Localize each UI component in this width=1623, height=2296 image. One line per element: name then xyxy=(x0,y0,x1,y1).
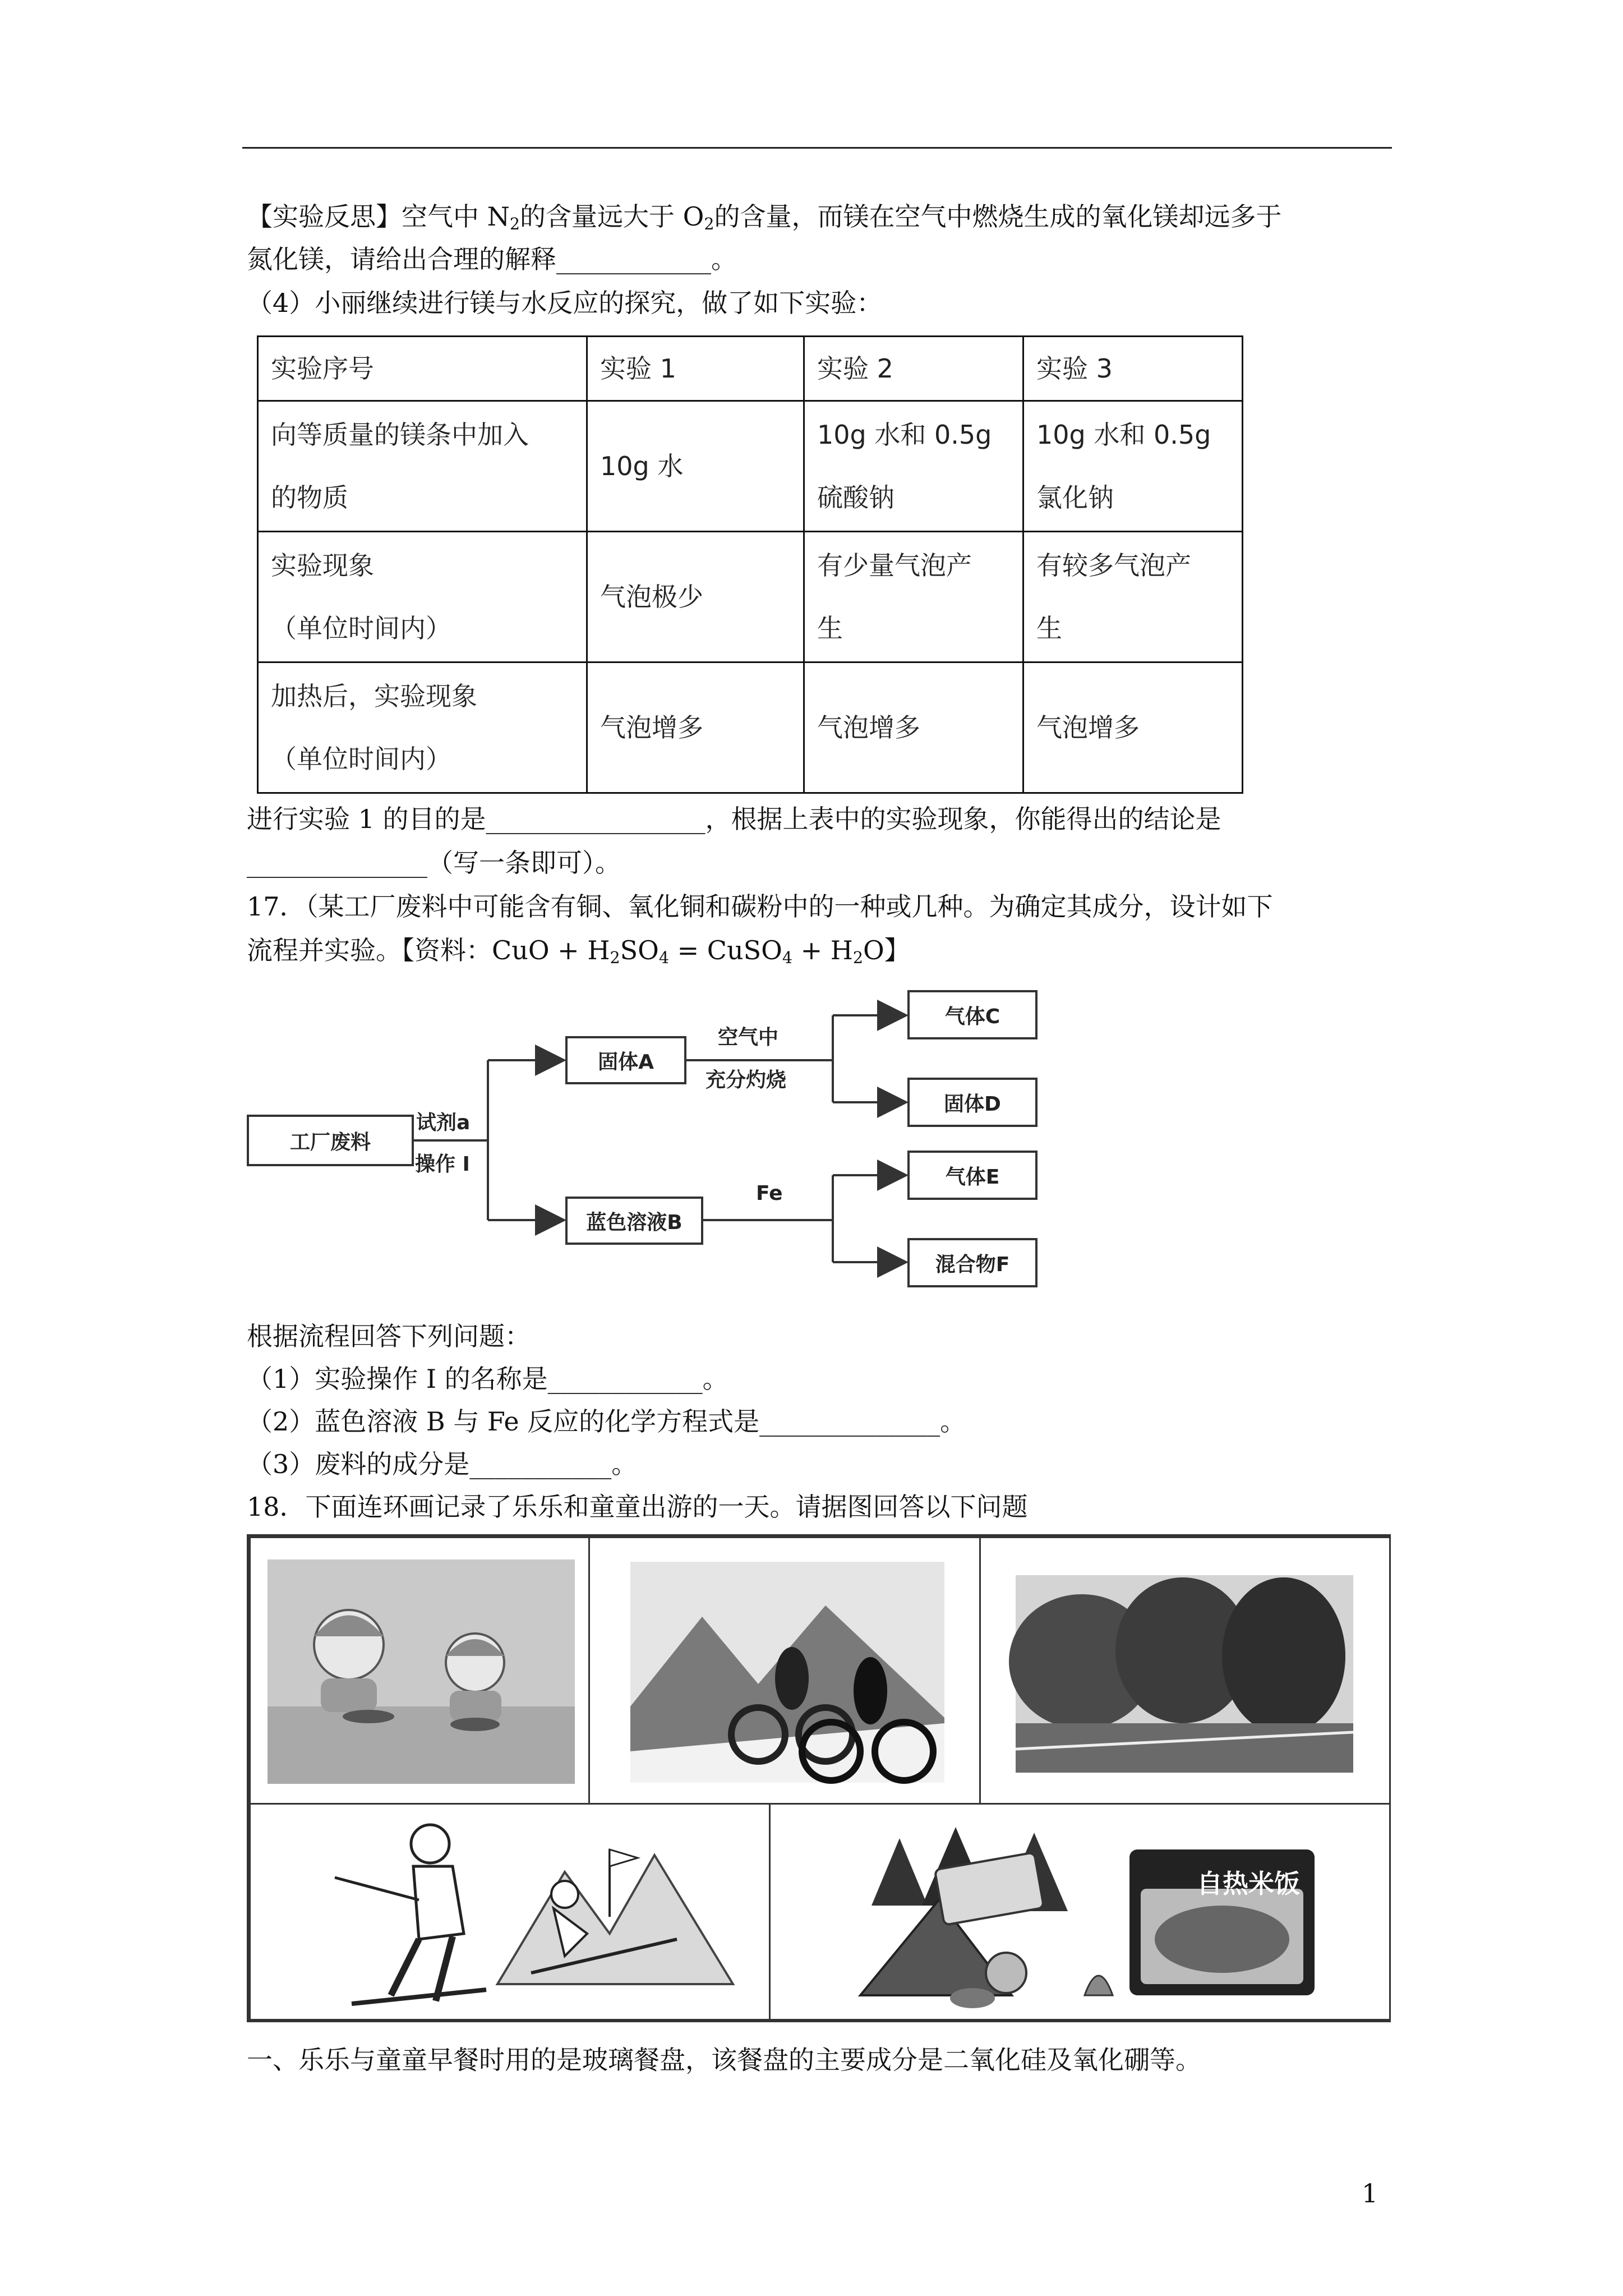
table-cell: 气泡增多 xyxy=(587,662,804,793)
rice-package-label: 自热米饭 xyxy=(1197,1869,1300,1899)
header-rule xyxy=(242,147,1392,149)
flow-label-burn: 充分灼烧 xyxy=(706,1069,787,1092)
table-row xyxy=(258,662,1243,793)
comic-panel-breakfast xyxy=(249,1536,590,1805)
comic-panel-cycling xyxy=(588,1536,981,1805)
table-cell: 实验现象 （单位时间内） xyxy=(258,532,587,662)
table-cell: 实验 2 xyxy=(804,337,1023,401)
comic-panel-trees xyxy=(979,1536,1391,1805)
q17-question-2: （2）蓝色溶液 B 与 Fe 反应的化学方程式是______________。 xyxy=(247,1406,966,1437)
flow-box-gas-c: 气体C xyxy=(907,990,1038,1039)
q17-questions-intro: 根据流程回答下列问题： xyxy=(247,1321,531,1351)
flow-box-gas-e: 气体E xyxy=(907,1151,1038,1200)
table-cell: 实验 1 xyxy=(587,337,804,401)
table-cell: 实验 3 xyxy=(1023,337,1243,401)
table-cell: 加热后，实验现象 （单位时间内） xyxy=(258,662,587,793)
after-table-line-2: ______________（写一条即可）。 xyxy=(247,848,621,878)
after-table-line-1: 进行实验 1 的目的是_________________，根据上表中的实验现象，你能得出的结论是 xyxy=(247,804,1221,834)
comic-panel-skiing xyxy=(249,1803,771,2021)
table-cell: 10g 水和 0.5g 氯化钠 xyxy=(1023,401,1243,532)
q17-question-3: （3）废料的成分是___________。 xyxy=(247,1449,638,1479)
cycling-illustration xyxy=(590,1538,981,1805)
part4-intro: （4）小丽继续进行镁与水反应的探究，做了如下实验： xyxy=(247,288,883,318)
flow-box-blue-solution-b: 蓝色溶液B xyxy=(565,1197,703,1245)
table-cell: 气泡极少 xyxy=(587,532,804,662)
comic-panel-camping xyxy=(769,1803,1391,2021)
trees-illustration xyxy=(981,1538,1391,1805)
q18-title: 18．下面连环画记录了乐乐和童童出游的一天。请据图回答以下问题 xyxy=(247,1492,1028,1522)
flow-box-solid-d: 固体D xyxy=(907,1078,1038,1127)
flowchart xyxy=(247,984,1043,1299)
q17-line-2: 流程并实验。【资料：CuO + $H_2SO_4$ = CuSO$_4$ + $H_2O$】 xyxy=(247,935,910,968)
table-cell: 10g 水 xyxy=(587,401,804,532)
table-cell: 10g 水和 0.5g 硫酸钠 xyxy=(804,401,1023,532)
comic-strip xyxy=(247,1534,1391,2022)
table-cell: 有少量气泡产 生 xyxy=(804,532,1023,662)
reflection-line-1: 【实验反思】空气中 $N_2$的含量远大于 $O_2$的含量，而镁在空气中燃烧生成的氧化镁却远多于 xyxy=(247,201,1282,234)
breakfast-illustration xyxy=(251,1538,590,1805)
flow-box-mixture-f: 混合物F xyxy=(907,1238,1038,1287)
q18-last-line: 一、乐乐与童童早餐时用的是玻璃餐盘，该餐盘的主要成分是二氧化硅及氧化硼等。 xyxy=(247,2045,1201,2075)
camping-illustration xyxy=(771,1805,1391,2021)
flow-label-operation: 操作 I xyxy=(415,1153,470,1176)
flow-box-solid-a: 固体A xyxy=(565,1036,686,1084)
table-row xyxy=(258,532,1243,662)
flow-label-fe: Fe xyxy=(756,1182,783,1205)
flow-label-air: 空气中 xyxy=(718,1026,779,1049)
page-number: 1 xyxy=(1362,2178,1378,2208)
reflection-line-2: 氮化镁，请给出合理的解释____________。 xyxy=(247,244,737,274)
table-cell: 气泡增多 xyxy=(804,662,1023,793)
flow-label-reagent: 试剂a xyxy=(416,1111,471,1134)
skiing-illustration xyxy=(251,1805,771,2021)
table-row xyxy=(258,401,1243,532)
experiment-table xyxy=(257,335,1243,794)
flow-box-waste: 工厂废料 xyxy=(247,1115,414,1166)
table-header-row xyxy=(258,337,1243,401)
q17-question-1: （1）实验操作 I 的名称是____________。 xyxy=(247,1364,728,1394)
q17-line-1: 17．（某工厂废料中可能含有铜、氧化铜和碳粉中的一种或几种。为确定其成分，设计如下 xyxy=(247,891,1273,922)
table-cell: 气泡增多 xyxy=(1023,662,1243,793)
table-cell: 实验序号 xyxy=(258,337,587,401)
table-cell: 有较多气泡产 生 xyxy=(1023,532,1243,662)
table-cell: 向等质量的镁条中加入 的物质 xyxy=(258,401,587,532)
